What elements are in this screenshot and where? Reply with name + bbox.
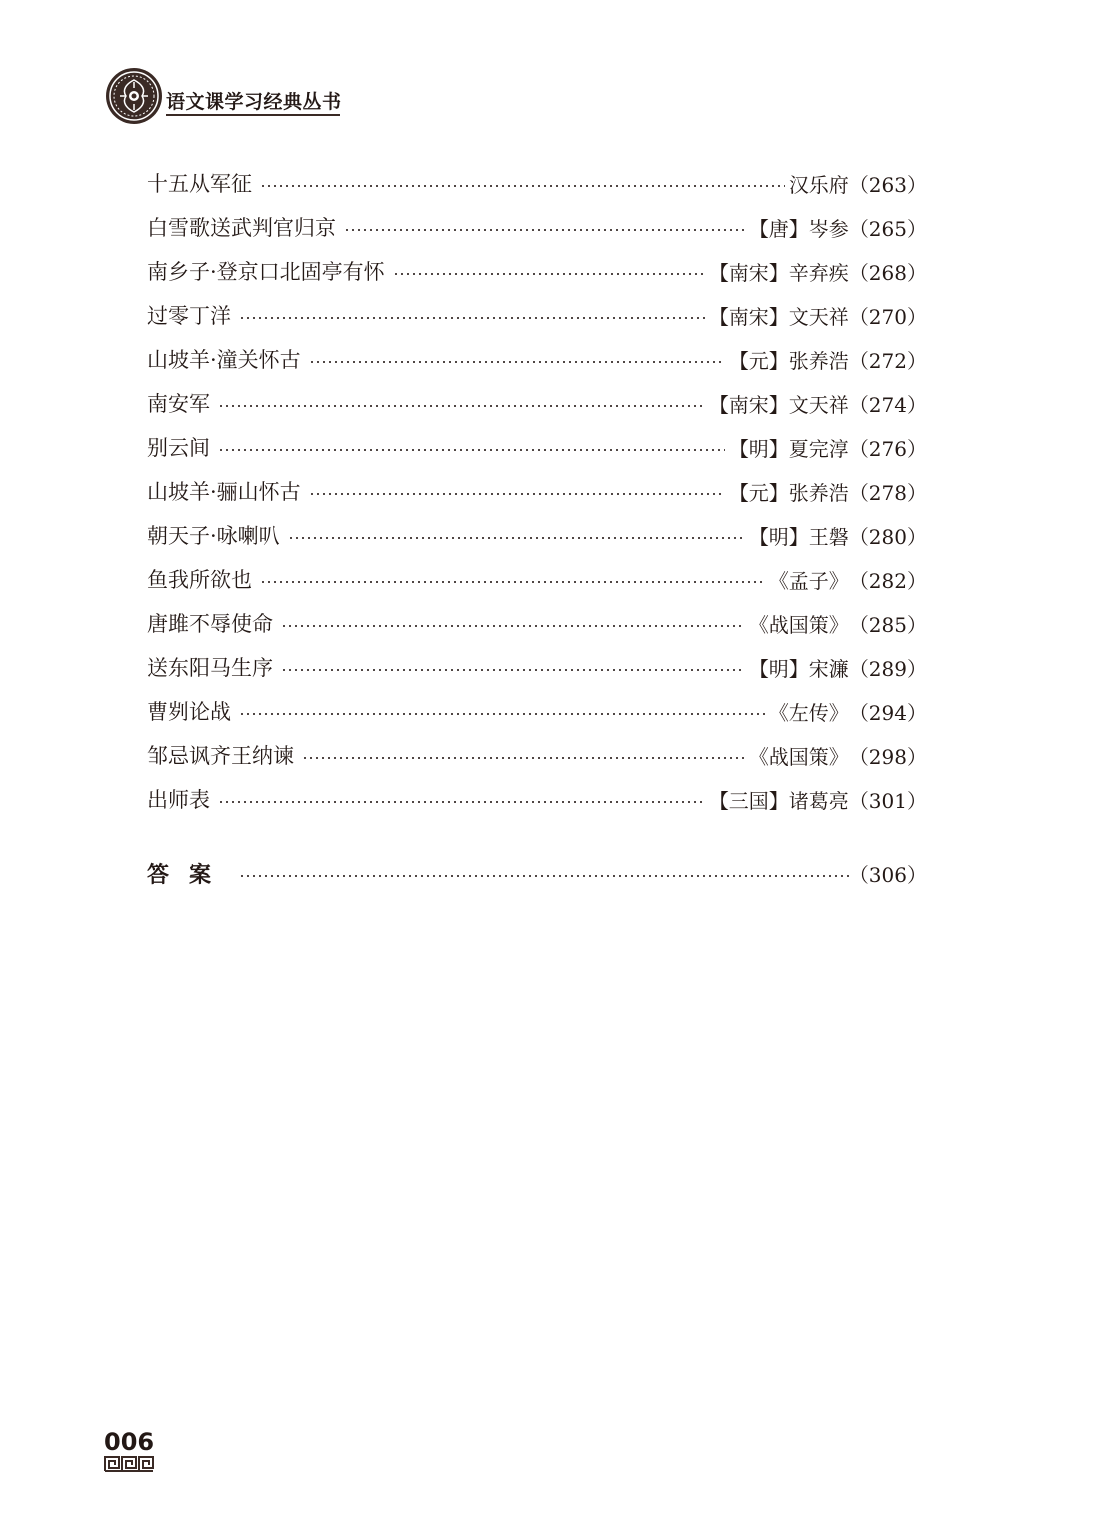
- dot-leader: [281, 625, 745, 627]
- toc-entry-page: （280）: [848, 524, 927, 549]
- toc-entry-title: 山坡羊·骊山怀古: [147, 480, 301, 504]
- series-header: [104, 66, 344, 130]
- toc-entry-title: 邹忌讽齐王纳谏: [147, 744, 294, 768]
- toc-entry-page: （270）: [848, 304, 927, 329]
- toc-entry-author: 《战国策》: [748, 612, 849, 637]
- toc-entry-author: 汉乐府: [788, 172, 849, 197]
- dot-leader: [309, 493, 725, 495]
- fret-pattern-icon: [104, 1456, 154, 1472]
- table-of-contents: [147, 161, 927, 895]
- toc-entry[interactable]: [147, 469, 927, 513]
- toc-entry-author: 《左传》: [768, 700, 849, 725]
- toc-entry-author: 【明】王磐: [748, 524, 849, 549]
- toc-entry[interactable]: [147, 733, 927, 777]
- toc-entry-title: 朝天子·咏喇叭: [147, 524, 280, 548]
- toc-entry-author: 【元】张养浩: [728, 480, 849, 505]
- toc-entry-title: 别云间: [147, 436, 210, 460]
- dot-leader: [218, 449, 725, 451]
- toc-entry-author: 【元】张养浩: [728, 348, 849, 373]
- toc-entry[interactable]: [147, 425, 927, 469]
- toc-entry-page: （274）: [848, 392, 927, 417]
- toc-entry-author: 【三国】诸葛亮: [708, 788, 849, 813]
- dot-leader: [260, 581, 765, 583]
- toc-entry-author: 【南宋】文天祥: [708, 392, 849, 417]
- toc-entry-page: （298）: [848, 744, 927, 769]
- toc-entry-author: 《战国策》: [748, 744, 849, 769]
- toc-entry-title: 曹刿论战: [147, 700, 231, 724]
- toc-entry[interactable]: [147, 513, 927, 557]
- toc-entry[interactable]: [147, 249, 927, 293]
- toc-entry-answers[interactable]: [147, 851, 927, 895]
- toc-entry-page: （268）: [848, 260, 927, 285]
- toc-entry[interactable]: [147, 557, 927, 601]
- toc-entry-page: （272）: [848, 348, 927, 373]
- toc-entry-page: （276）: [848, 436, 927, 461]
- toc-entry-title: 白雪歌送武判官归京: [147, 216, 336, 240]
- toc-entry-page: （289）: [848, 656, 927, 681]
- toc-entry-author: 【明】夏完淳: [728, 436, 849, 461]
- dot-leader: [288, 537, 745, 539]
- dot-leader: [239, 713, 765, 715]
- toc-entry-title: 送东阳马生序: [147, 656, 273, 680]
- toc-entry-page: （278）: [848, 480, 927, 505]
- toc-entry[interactable]: [147, 161, 927, 205]
- toc-entry-title: 鱼我所欲也: [147, 568, 252, 592]
- toc-entry-page: （263）: [848, 172, 927, 197]
- toc-entry-title: 山坡羊·潼关怀古: [147, 348, 301, 372]
- dot-leader: [281, 669, 745, 671]
- series-title: 语文课学习经典丛书: [166, 91, 342, 113]
- toc-entry-title: 过零丁洋: [147, 304, 231, 328]
- dot-leader: [239, 875, 849, 877]
- toc-entry-title: 南乡子·登京口北固亭有怀: [147, 260, 385, 284]
- toc-entry-author: 【南宋】辛弃疾: [708, 260, 849, 285]
- toc-entry-title: 出师表: [147, 788, 210, 812]
- circular-ornament-icon: [104, 66, 164, 126]
- toc-entry[interactable]: [147, 777, 927, 821]
- toc-entry-title: 十五从军征: [147, 172, 252, 196]
- dot-leader: [344, 229, 745, 231]
- toc-entry-page: （294）: [848, 700, 927, 725]
- toc-entry[interactable]: [147, 689, 927, 733]
- toc-entry[interactable]: [147, 381, 927, 425]
- toc-entry-page: （282）: [848, 568, 927, 593]
- toc-entry[interactable]: [147, 337, 927, 381]
- dot-leader: [218, 801, 705, 803]
- toc-entry[interactable]: [147, 293, 927, 337]
- toc-entry-page: （301）: [848, 788, 927, 813]
- dot-leader: [218, 405, 705, 407]
- toc-entry-page: （265）: [848, 216, 927, 241]
- answers-title: 答案: [147, 862, 232, 888]
- dot-leader: [260, 185, 785, 187]
- toc-entry-title: 唐雎不辱使命: [147, 612, 273, 636]
- toc-entry-author: 【明】宋濂: [748, 656, 849, 681]
- toc-entry-page: （285）: [848, 612, 927, 637]
- toc-entry[interactable]: [147, 645, 927, 689]
- dot-leader: [239, 317, 705, 319]
- toc-entry-title: 南安军: [147, 392, 210, 416]
- series-underline: [166, 114, 340, 116]
- toc-entry-author: 【唐】岑参: [748, 216, 849, 241]
- toc-entry-author: 《孟子》: [768, 568, 849, 593]
- answers-page: （306）: [848, 862, 927, 887]
- toc-entry-author: 【南宋】文天祥: [708, 304, 849, 329]
- dot-leader: [393, 273, 705, 275]
- dot-leader: [302, 757, 745, 759]
- dot-leader: [309, 361, 725, 363]
- toc-entry[interactable]: [147, 205, 927, 249]
- page-number: 006: [104, 1428, 155, 1456]
- toc-entry[interactable]: [147, 601, 927, 645]
